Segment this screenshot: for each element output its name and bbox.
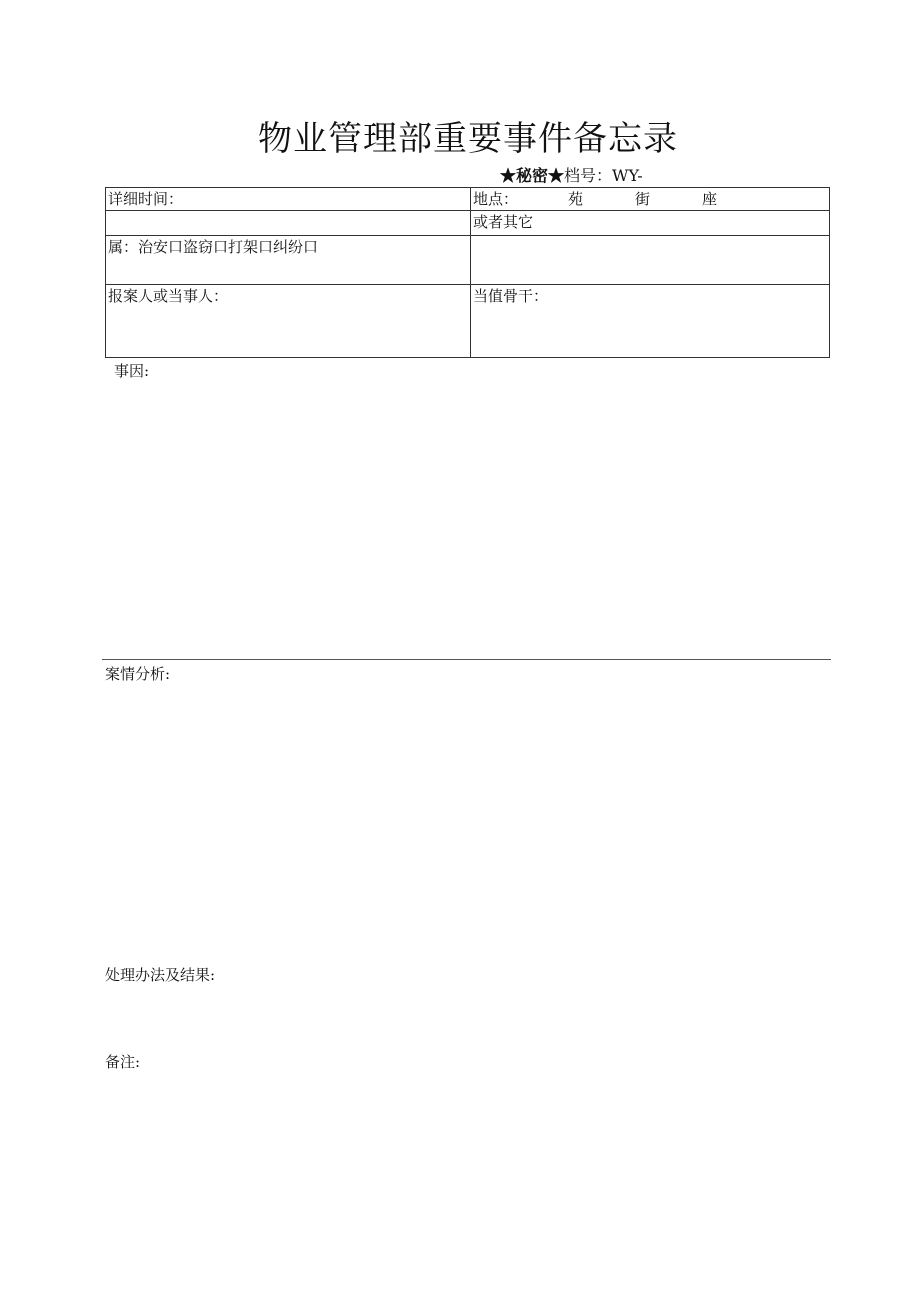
event-form-table [105, 187, 830, 358]
duty-label: 当值骨干： [473, 287, 549, 305]
location-zuo: 座 [702, 190, 718, 208]
remarks-label: 备注: [105, 1053, 141, 1071]
form-row-category [106, 236, 830, 285]
location-cell[interactable] [471, 188, 830, 211]
handling-label: 处理办法及结果: [105, 966, 216, 984]
secret-mark: ★秘密★ [500, 166, 565, 185]
form-row-other [106, 211, 830, 236]
time-label: 详细时间： [108, 190, 184, 208]
duty-cell[interactable] [471, 285, 830, 358]
analysis-label: 案情分析: [105, 665, 171, 683]
location-other-label: 或者其它 [473, 213, 534, 231]
category-cell[interactable] [106, 236, 471, 285]
form-row-time-location [106, 188, 830, 211]
location-label: 地点： [473, 190, 519, 208]
form-row-people [106, 285, 830, 358]
section-divider [102, 659, 831, 660]
location-jie: 街 [635, 190, 651, 208]
time-cell[interactable] [106, 188, 471, 211]
page-title: 物业管理部重要事件备忘录 [258, 119, 678, 159]
blank-cell[interactable] [106, 211, 471, 236]
cause-label: 事因: [114, 362, 150, 380]
reporter-cell[interactable] [106, 285, 471, 358]
file-number-label: 档号：WY- [564, 166, 643, 185]
location-other-cell[interactable] [471, 211, 830, 236]
category-label: 属：治安口盗窃口打架口纠纷口 [108, 238, 319, 256]
file-number-line [500, 165, 643, 187]
reporter-label: 报案人或当事人： [108, 287, 229, 305]
category-blank-cell[interactable] [471, 236, 830, 285]
location-yuan: 苑 [568, 190, 584, 208]
